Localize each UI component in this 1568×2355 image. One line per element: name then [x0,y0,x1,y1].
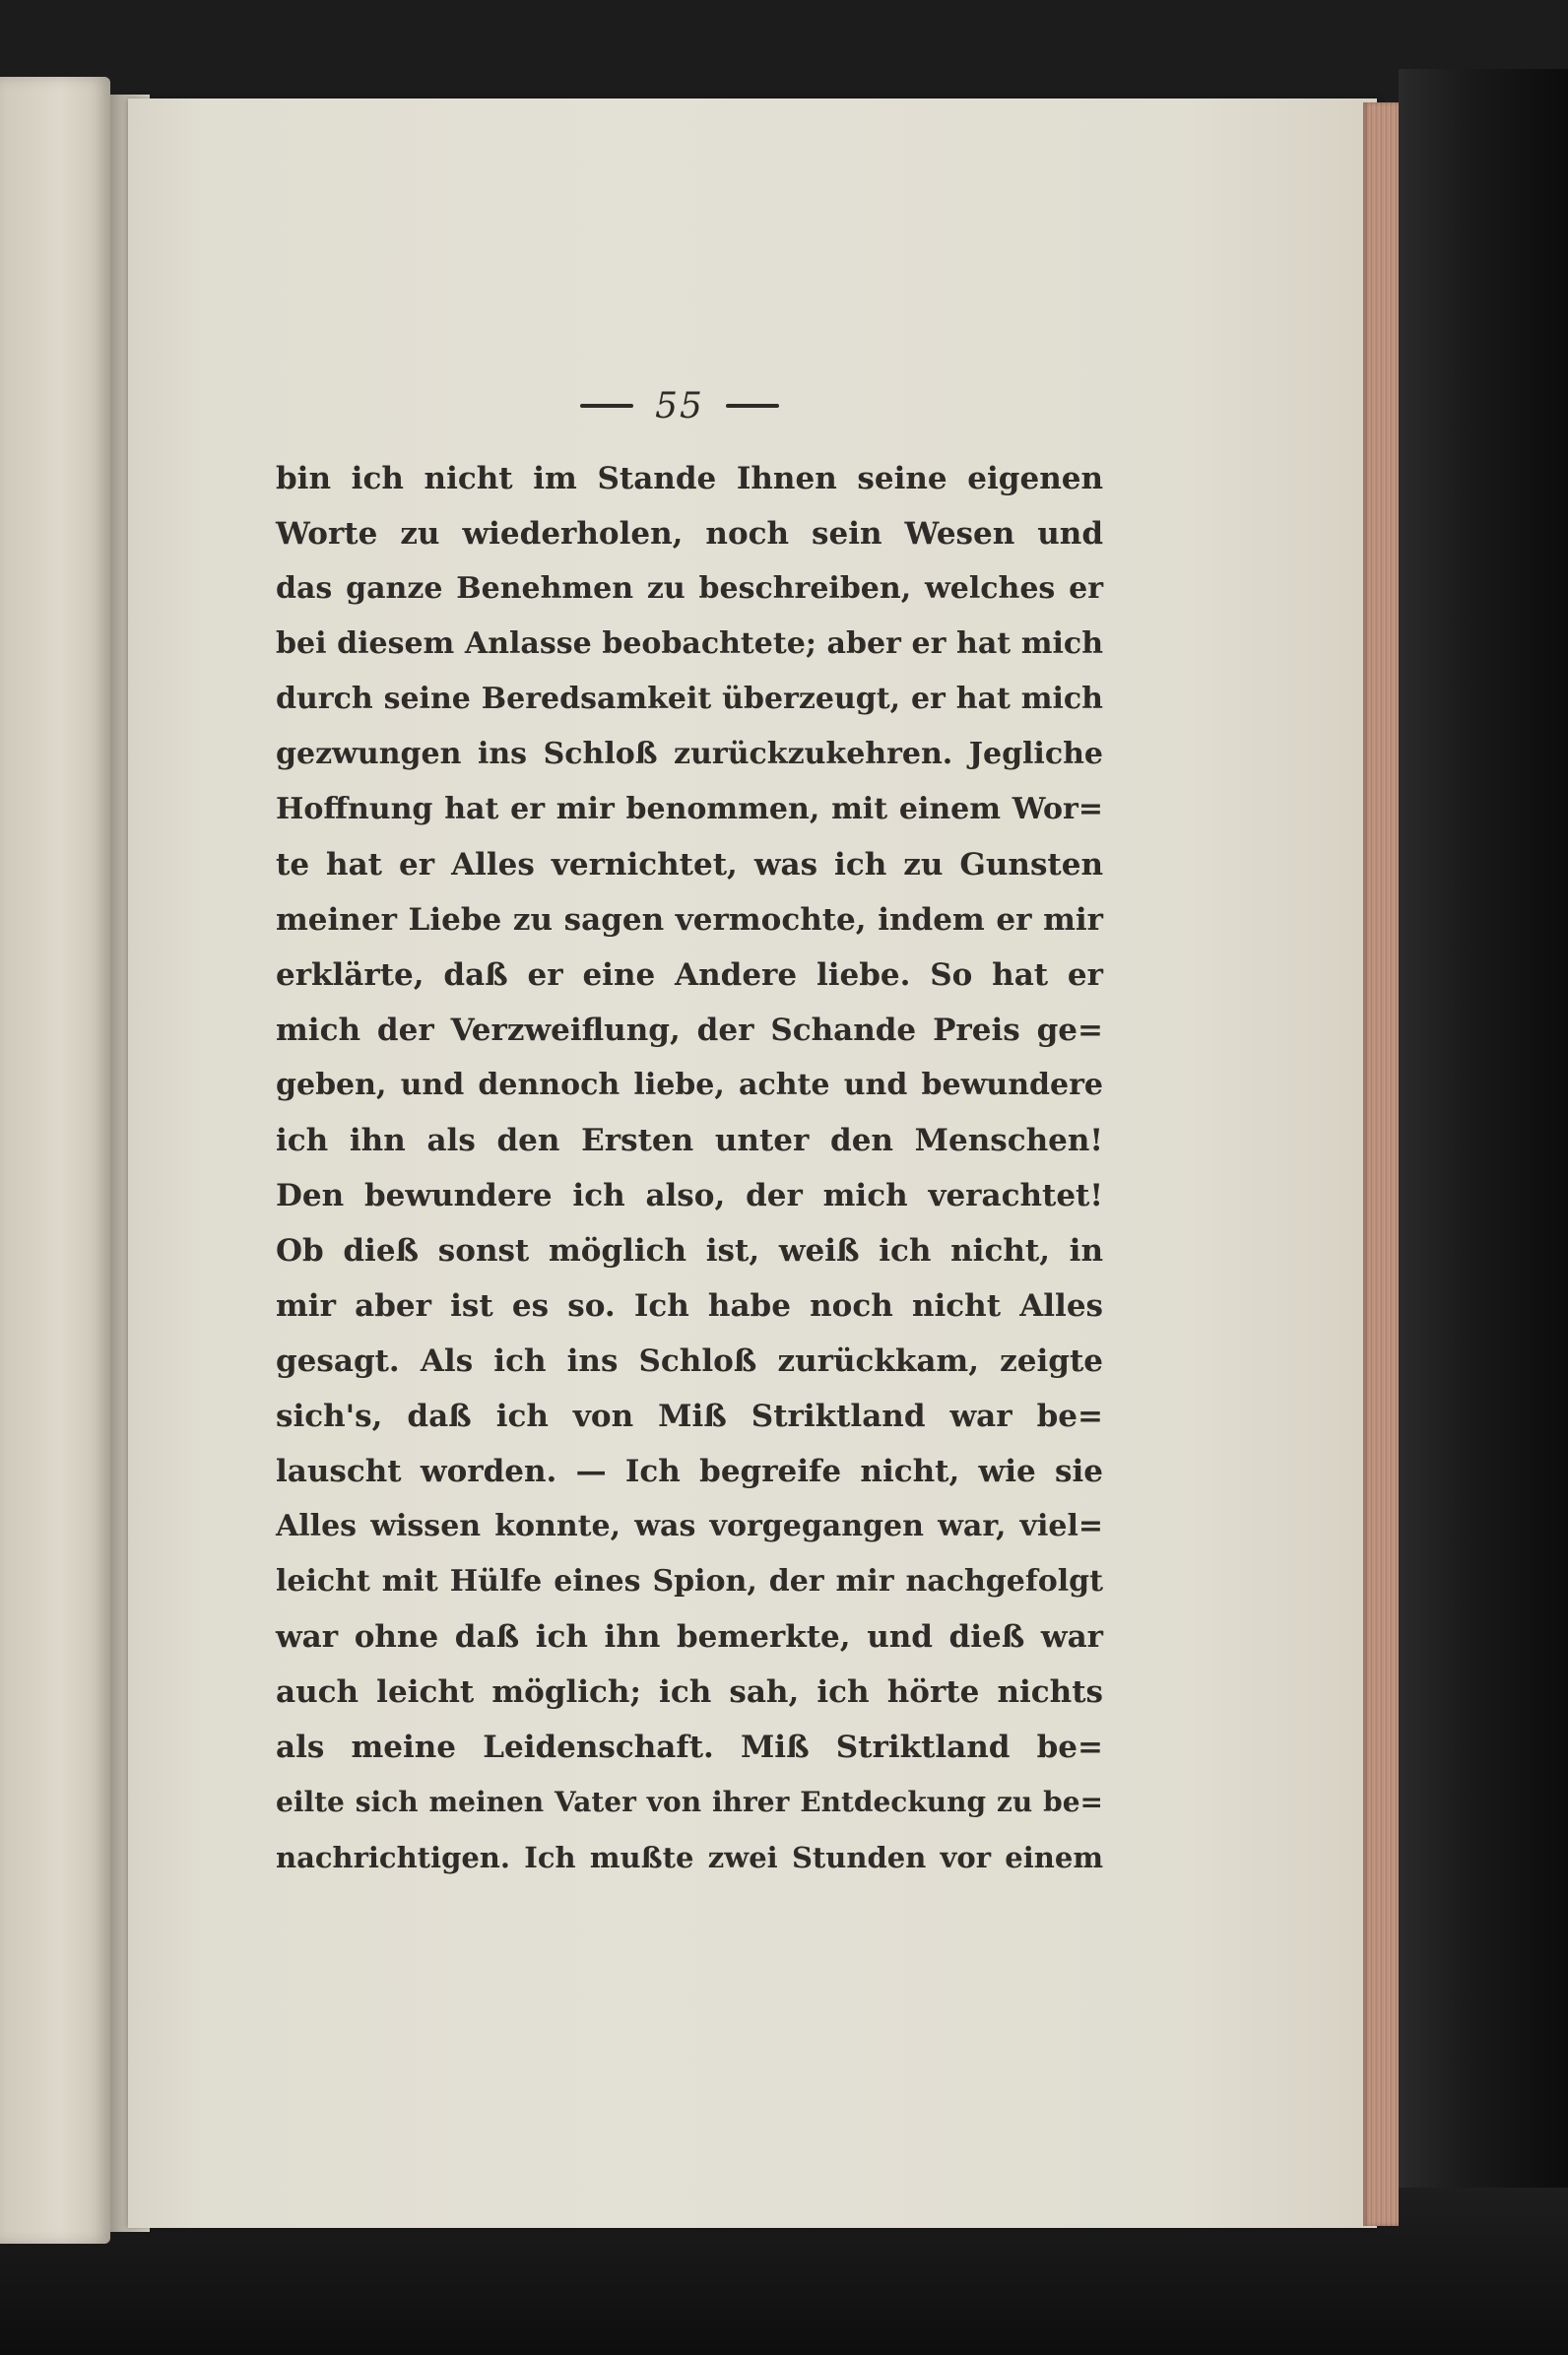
text-line: eilte sich meinen Vater von ihrer Entdeckung zu be= [276,1786,1103,1818]
page-header [561,376,798,435]
text-line: gesagt. Als ich ins Schloß zurückkam, zeigte [276,1343,1103,1379]
text-line: te hat er Alles vernichtet, was ich zu Gunsten [276,847,1103,883]
text-line: leicht mit Hülfe eines Spion, der mir nachgefolgt [276,1564,1103,1599]
page-edges-red [1363,102,1399,2226]
text-line: nachrichtigen. Ich mußte zwei Stunden vor einem [276,1841,1103,1874]
text-line: Worte zu wiederholen, noch sein Wesen und [276,516,1103,552]
header-dash-right [726,404,779,408]
page-number: 55 [655,385,704,426]
text-line: ich ihn als den Ersten unter den Menschen! [276,1123,1103,1158]
text-line: das ganze Benehmen zu beschreiben, welches er [276,571,1103,606]
text-line: durch seine Beredsamkeit überzeugt, er hat mich [276,682,1103,716]
text-line: geben, und dennoch liebe, achte und bewundere [276,1068,1103,1102]
text-line: sich's, daß ich von Miß Striktland war be= [276,1399,1103,1434]
text-line: erklärte, daß er eine Andere liebe. So hat er [276,957,1103,993]
text-line: gezwungen ins Schloß zurückzukehren. Jegliche [276,737,1103,771]
text-line: mir aber ist es so. Ich habe noch nicht Alles [276,1288,1103,1324]
text-line: bei diesem Anlasse beobachtete; aber er hat mich [276,626,1103,661]
text-line: auch leicht möglich; ich sah, ich hörte nichts [276,1674,1103,1710]
text-line: war ohne daß ich ihn bemerkte, und dieß war [276,1619,1103,1655]
text-line: als meine Leidenschaft. Miß Striktland be= [276,1730,1103,1765]
header-dash-left [580,404,633,408]
text-line: mich der Verzweiflung, der Schande Preis ge= [276,1013,1103,1048]
text-line: meiner Liebe zu sagen vermochte, indem er mir [276,902,1103,938]
book-cover-right [1399,69,1568,2216]
text-line: lauscht worden. — Ich begreife nicht, wie sie [276,1454,1103,1489]
text-line: Ob dieß sonst möglich ist, weiß ich nicht, in [276,1233,1103,1269]
text-line: Hoffnung hat er mir benommen, mit einem Wor= [276,792,1103,826]
left-page-edge [0,77,110,2244]
text-line: bin ich nicht im Stande Ihnen seine eigenen [276,461,1103,496]
text-line: Den bewundere ich also, der mich verachtet! [276,1178,1103,1213]
text-line: Alles wissen konnte, was vorgegangen war, viel= [276,1509,1103,1543]
